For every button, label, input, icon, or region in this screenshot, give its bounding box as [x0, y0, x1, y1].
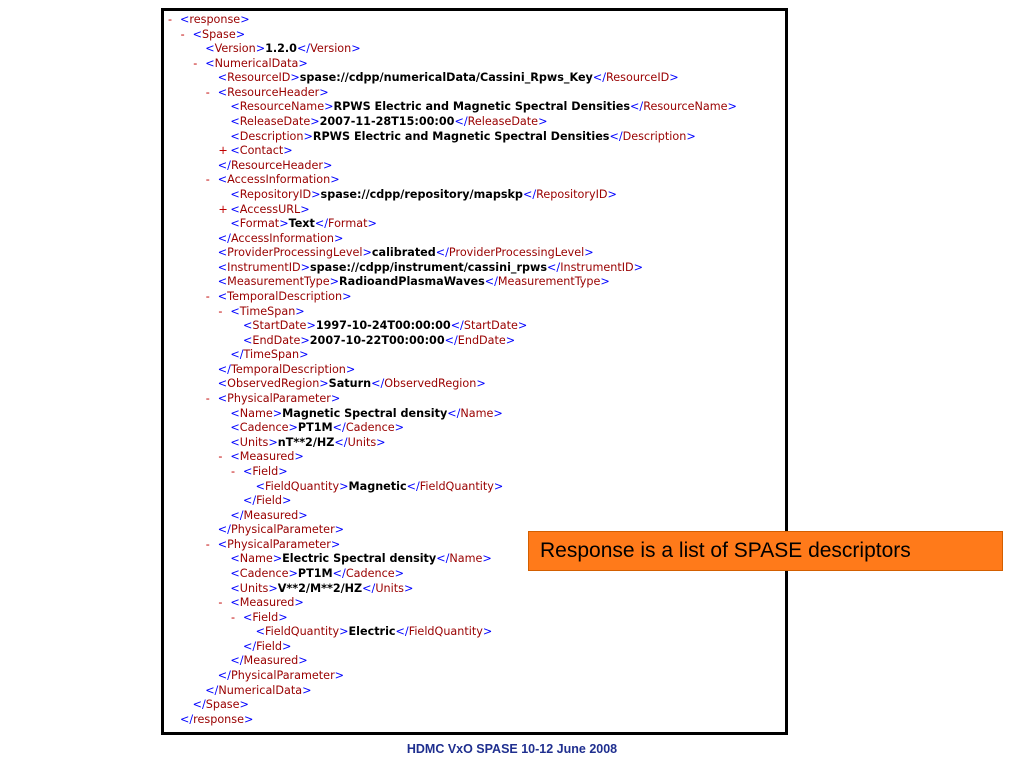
close-tag-name: ResourceHeader: [230, 158, 323, 172]
xml-line: [168, 465, 737, 480]
xml-line: [168, 654, 737, 669]
xml-line: [168, 246, 737, 261]
open-tag-name: StartDate: [252, 319, 307, 333]
xml-line: [168, 28, 737, 43]
element-value: RPWS Electric and Magnetic Spectral Densities: [333, 100, 631, 114]
close-bracket: >: [311, 187, 321, 201]
collapse-toggle[interactable]: -: [205, 537, 210, 551]
open-tag-name: Name: [239, 406, 273, 420]
open-bracket: <: [255, 479, 265, 493]
close-bracket: >: [323, 158, 333, 172]
close-bracket: >: [669, 71, 679, 85]
close-tag-name: response: [193, 712, 244, 726]
close-bracket: >: [288, 566, 298, 580]
end-open-bracket: </: [334, 435, 348, 449]
xml-line: [168, 57, 737, 72]
open-bracket: <: [217, 246, 228, 260]
close-bracket: >: [482, 625, 493, 639]
xml-line: [168, 582, 737, 597]
open-bracket: <: [217, 173, 228, 187]
collapse-toggle[interactable]: -: [218, 450, 223, 464]
xml-line: [168, 290, 737, 305]
close-bracket: >: [295, 304, 305, 318]
close-tag-name: ResourceID: [606, 71, 670, 85]
close-bracket: >: [300, 202, 310, 216]
close-tag-name: Cadence: [345, 566, 395, 580]
open-tag-name: PhysicalParameter: [227, 392, 331, 406]
close-bracket: >: [633, 260, 644, 274]
xml-line: [168, 334, 737, 349]
end-open-bracket: </: [444, 333, 458, 347]
open-bracket: <: [230, 217, 240, 231]
close-bracket: >: [334, 523, 345, 537]
close-bracket: >: [394, 421, 404, 435]
element-value: 2007-11-28T15:00:00: [319, 115, 455, 129]
xml-line: [168, 86, 737, 101]
open-tag-name: ResourceID: [227, 71, 291, 85]
open-tag-name: Contact: [239, 144, 284, 158]
xml-line: [168, 640, 737, 655]
close-bracket: >: [300, 333, 310, 347]
open-bracket: <: [243, 610, 253, 624]
close-bracket: >: [298, 56, 308, 70]
open-bracket: <: [230, 581, 240, 595]
close-bracket: >: [299, 348, 309, 362]
open-bracket: <: [230, 100, 240, 114]
close-bracket: >: [283, 144, 293, 158]
element-value: PT1M: [297, 566, 333, 580]
collapse-toggle[interactable]: -: [205, 289, 210, 303]
close-bracket: >: [306, 319, 316, 333]
xml-line: [168, 596, 737, 611]
end-open-bracket: </: [217, 362, 231, 376]
close-bracket: >: [351, 42, 361, 56]
xml-line: [168, 203, 737, 218]
xml-line: [168, 217, 737, 232]
element-value: Electric Spectral density: [282, 552, 437, 566]
close-bracket: >: [493, 479, 504, 493]
close-tag-name: Units: [375, 581, 404, 595]
open-bracket: <: [217, 260, 228, 274]
close-tag-name: TemporalDescription: [230, 362, 346, 376]
open-bracket: <: [243, 319, 253, 333]
element-value: 1997-10-24T00:00:00: [315, 319, 451, 333]
collapse-toggle[interactable]: -: [205, 392, 210, 406]
end-open-bracket: </: [435, 246, 449, 260]
open-tag-name: Cadence: [239, 566, 289, 580]
open-bracket: <: [230, 187, 240, 201]
end-open-bracket: </: [230, 348, 244, 362]
expand-toggle[interactable]: +: [218, 202, 228, 216]
end-open-bracket: </: [332, 421, 346, 435]
close-bracket: >: [584, 246, 594, 260]
callout-box: Response is a list of SPASE descriptors: [528, 531, 1003, 571]
open-bracket: <: [217, 392, 228, 406]
open-tag-name: FieldQuantity: [264, 479, 340, 493]
close-bracket: >: [278, 610, 288, 624]
collapse-toggle[interactable]: -: [218, 304, 223, 318]
element-value: PT1M: [297, 421, 333, 435]
xml-line: [168, 13, 737, 28]
close-bracket: >: [279, 217, 289, 231]
close-tag-name: AccessInformation: [230, 231, 335, 245]
open-tag-name: TemporalDescription: [227, 289, 343, 303]
open-tag-name: ReleaseDate: [239, 115, 311, 129]
close-tag-name: ObservedRegion: [384, 377, 477, 391]
open-bracket: <: [255, 625, 265, 639]
xml-line: [168, 509, 737, 524]
collapse-toggle[interactable]: -: [205, 85, 210, 99]
xml-line: [168, 100, 737, 115]
open-tag-name: Name: [239, 552, 273, 566]
xml-line: [168, 436, 737, 451]
xml-line: [168, 450, 737, 465]
open-tag-name: AccessInformation: [227, 173, 331, 187]
xml-line: [168, 494, 737, 509]
open-bracket: <: [230, 406, 240, 420]
close-tag-name: Measured: [243, 508, 299, 522]
xml-line: [168, 159, 737, 174]
end-open-bracket: </: [609, 129, 623, 143]
xml-line: [168, 232, 737, 247]
element-value: Electric: [348, 625, 396, 639]
end-open-bracket: </: [450, 319, 464, 333]
xml-line: [168, 173, 737, 188]
open-bracket: <: [230, 129, 240, 143]
end-open-bracket: </: [371, 377, 385, 391]
close-bracket: >: [505, 333, 516, 347]
element-value: spase://cdpp/numericalData/Cassini_Rpws_Key: [299, 71, 593, 85]
element-value: 2007-10-22T00:00:00: [309, 333, 445, 347]
xml-line: [168, 363, 737, 378]
close-bracket: >: [329, 275, 340, 289]
xml-line: [168, 305, 737, 320]
xml-line: [168, 611, 737, 626]
xml-line: [168, 261, 737, 276]
open-tag-name: InstrumentID: [227, 260, 301, 274]
open-bracket: <: [217, 275, 228, 289]
end-open-bracket: </: [484, 275, 498, 289]
close-bracket: >: [272, 552, 283, 566]
close-tag-name: Units: [347, 435, 377, 449]
collapse-toggle[interactable]: -: [231, 464, 236, 478]
open-bracket: <: [230, 435, 240, 449]
close-tag-name: MeasurementType: [497, 275, 601, 289]
close-tag-name: TimeSpan: [243, 348, 300, 362]
element-value: RPWS Electric and Magnetic Spectral Densities: [312, 129, 610, 143]
close-bracket: >: [302, 683, 312, 697]
close-bracket: >: [345, 362, 356, 376]
end-open-bracket: </: [243, 494, 257, 508]
open-bracket: <: [243, 333, 253, 347]
close-tag-name: FieldQuantity: [419, 479, 494, 493]
element-value: Magnetic: [348, 479, 407, 493]
close-tag-name: Version: [310, 42, 352, 56]
element-value: nT**2/HZ: [277, 435, 335, 449]
close-tag-name: RepositoryID: [536, 187, 608, 201]
element-value: 1.2.0: [265, 42, 297, 56]
close-bracket: >: [300, 260, 311, 274]
close-tag-name: EndDate: [457, 333, 506, 347]
close-bracket: >: [235, 27, 246, 41]
close-bracket: >: [339, 625, 349, 639]
end-open-bracket: </: [447, 406, 461, 420]
open-tag-name: MeasurementType: [227, 275, 330, 289]
element-value: Text: [288, 217, 315, 231]
element-value: Magnetic Spectral density: [282, 406, 448, 420]
collapse-toggle[interactable]: -: [168, 13, 173, 26]
open-bracket: <: [205, 42, 215, 56]
close-tag-name: PhysicalParameter: [230, 523, 335, 537]
end-open-bracket: </: [314, 217, 329, 231]
xml-line: [168, 188, 737, 203]
close-tag-name: ResourceName: [643, 100, 728, 114]
end-open-bracket: </: [217, 669, 231, 683]
close-bracket: >: [319, 377, 329, 391]
open-bracket: <: [230, 566, 240, 580]
close-tag-name: Name: [460, 406, 494, 420]
xml-line: [168, 319, 737, 334]
close-bracket: >: [376, 435, 386, 449]
close-tag-name: Name: [449, 552, 483, 566]
close-bracket: >: [367, 217, 377, 231]
close-bracket: >: [334, 669, 345, 683]
close-tag-name: Field: [256, 639, 282, 653]
close-bracket: >: [281, 639, 292, 653]
close-bracket: >: [607, 187, 617, 201]
close-tag-name: Format: [328, 217, 368, 231]
open-tag-name: Description: [239, 129, 304, 143]
end-open-bracket: </: [192, 698, 206, 712]
open-tag-name: NumericalData: [214, 56, 299, 70]
collapse-toggle[interactable]: -: [218, 596, 223, 610]
xml-line: [168, 713, 737, 728]
xml-line: [168, 42, 737, 57]
close-tag-name: InstrumentID: [560, 260, 634, 274]
close-bracket: >: [255, 42, 266, 56]
close-bracket: >: [686, 129, 696, 143]
open-tag-name: EndDate: [252, 333, 301, 347]
close-bracket: >: [281, 494, 292, 508]
xml-document-panel: [161, 8, 788, 735]
end-open-bracket: </: [217, 523, 231, 537]
xml-line: [168, 144, 737, 159]
end-open-bracket: </: [332, 566, 346, 580]
open-bracket: <: [180, 13, 190, 26]
close-bracket: >: [243, 712, 254, 726]
close-bracket: >: [298, 654, 308, 668]
open-tag-name: Measured: [239, 450, 295, 464]
close-bracket: >: [288, 421, 298, 435]
open-tag-name: Units: [239, 435, 269, 449]
xml-line: [168, 115, 737, 130]
open-tag-name: Field: [252, 464, 279, 478]
open-bracket: <: [230, 115, 240, 129]
xml-line: [168, 480, 737, 495]
close-tag-name: StartDate: [463, 319, 518, 333]
open-bracket: <: [230, 304, 240, 318]
open-bracket: <: [230, 421, 240, 435]
end-open-bracket: </: [180, 712, 194, 726]
collapse-toggle[interactable]: -: [180, 27, 185, 41]
collapse-toggle[interactable]: -: [231, 610, 236, 624]
end-open-bracket: </: [230, 508, 244, 522]
open-tag-name: Cadence: [239, 421, 289, 435]
open-tag-name: AccessURL: [239, 202, 301, 216]
end-open-bracket: </: [296, 42, 311, 56]
element-value: calibrated: [371, 246, 436, 260]
close-bracket: >: [538, 115, 548, 129]
xml-line: [168, 625, 737, 640]
open-tag-name: Measured: [239, 596, 295, 610]
close-bracket: >: [727, 100, 737, 114]
end-open-bracket: </: [522, 187, 537, 201]
xml-line: [168, 392, 737, 407]
close-bracket: >: [482, 552, 492, 566]
open-bracket: <: [217, 377, 228, 391]
close-bracket: >: [294, 596, 304, 610]
end-open-bracket: </: [205, 683, 219, 697]
open-bracket: <: [243, 464, 253, 478]
xml-tree: [168, 13, 737, 727]
open-tag-name: ProviderProcessingLevel: [227, 246, 363, 260]
close-bracket: >: [330, 392, 341, 406]
close-tag-name: ReleaseDate: [467, 115, 539, 129]
close-bracket: >: [324, 100, 334, 114]
close-bracket: >: [342, 289, 352, 303]
close-bracket: >: [240, 13, 250, 26]
close-bracket: >: [294, 450, 304, 464]
xml-line: [168, 275, 737, 290]
close-tag-name: ProviderProcessingLevel: [448, 246, 585, 260]
close-bracket: >: [278, 464, 288, 478]
end-open-bracket: </: [230, 654, 244, 668]
xml-line: [168, 421, 737, 436]
close-tag-name: FieldQuantity: [408, 625, 483, 639]
end-open-bracket: </: [406, 479, 420, 493]
close-bracket: >: [330, 173, 340, 187]
close-tag-name: PhysicalParameter: [230, 669, 335, 683]
close-bracket: >: [298, 508, 308, 522]
open-bracket: <: [230, 202, 240, 216]
open-tag-name: TimeSpan: [239, 304, 296, 318]
collapse-toggle[interactable]: -: [193, 56, 198, 70]
close-bracket: >: [339, 479, 349, 493]
close-bracket: >: [268, 435, 278, 449]
open-tag-name: Units: [239, 581, 269, 595]
open-bracket: <: [230, 144, 240, 158]
open-tag-name: response: [189, 13, 241, 26]
close-bracket: >: [334, 231, 344, 245]
xml-line: [168, 669, 737, 684]
open-bracket: <: [192, 27, 202, 41]
open-bracket: <: [217, 289, 228, 303]
open-tag-name: Field: [252, 610, 279, 624]
xml-line: [168, 377, 737, 392]
close-tag-name: NumericalData: [218, 683, 303, 697]
end-open-bracket: </: [362, 581, 376, 595]
xml-line: [168, 71, 737, 86]
end-open-bracket: </: [630, 100, 644, 114]
xml-line: [168, 407, 737, 422]
open-tag-name: ObservedRegion: [227, 377, 320, 391]
open-tag-name: Version: [214, 42, 256, 56]
close-bracket: >: [268, 581, 278, 595]
close-bracket: >: [362, 246, 372, 260]
open-bracket: <: [205, 56, 215, 70]
close-bracket: >: [303, 129, 313, 143]
close-bracket: >: [600, 275, 610, 289]
close-tag-name: Spase: [205, 698, 240, 712]
end-open-bracket: </: [592, 71, 607, 85]
xml-line: [168, 348, 737, 363]
open-bracket: <: [217, 537, 228, 551]
open-tag-name: FieldQuantity: [264, 625, 340, 639]
open-tag-name: Format: [239, 217, 280, 231]
end-open-bracket: </: [395, 625, 409, 639]
xml-line: [168, 684, 737, 699]
xml-line: [168, 130, 737, 145]
open-tag-name: ResourceHeader: [227, 85, 320, 99]
close-bracket: >: [239, 698, 249, 712]
close-tag-name: Cadence: [345, 421, 395, 435]
close-bracket: >: [272, 406, 283, 420]
close-tag-name: Description: [622, 129, 687, 143]
close-tag-name: Measured: [243, 654, 299, 668]
close-bracket: >: [517, 319, 528, 333]
end-open-bracket: </: [436, 552, 450, 566]
close-bracket: >: [310, 115, 320, 129]
open-tag-name: Spase: [201, 27, 236, 41]
close-bracket: >: [290, 71, 300, 85]
end-open-bracket: </: [454, 115, 468, 129]
end-open-bracket: </: [547, 260, 561, 274]
close-tag-name: Field: [256, 494, 282, 508]
element-value: V**2/M**2/HZ: [277, 581, 363, 595]
element-value: RadioandPlasmaWaves: [339, 275, 485, 289]
open-bracket: <: [230, 552, 240, 566]
close-bracket: >: [319, 85, 329, 99]
close-bracket: >: [403, 581, 414, 595]
element-value: spase://cdpp/repository/mapskp: [320, 187, 523, 201]
open-tag-name: PhysicalParameter: [227, 537, 331, 551]
slide-footer: HDMC VxO SPASE 10-12 June 2008: [406, 742, 618, 756]
element-value: spase://cdpp/instrument/cassini_rpws: [310, 260, 548, 274]
end-open-bracket: </: [217, 158, 231, 172]
open-bracket: <: [230, 596, 240, 610]
close-bracket: >: [493, 406, 503, 420]
close-bracket: >: [330, 537, 341, 551]
close-bracket: >: [476, 377, 486, 391]
open-tag-name: RepositoryID: [239, 187, 312, 201]
end-open-bracket: </: [243, 639, 257, 653]
element-value: Saturn: [328, 377, 372, 391]
xml-line: [168, 698, 737, 713]
end-open-bracket: </: [217, 231, 231, 245]
open-bracket: <: [217, 85, 228, 99]
expand-toggle[interactable]: +: [218, 144, 228, 158]
open-bracket: <: [217, 71, 228, 85]
close-bracket: >: [394, 566, 404, 580]
open-tag-name: ResourceName: [239, 100, 325, 114]
collapse-toggle[interactable]: -: [205, 173, 210, 187]
open-bracket: <: [230, 450, 240, 464]
